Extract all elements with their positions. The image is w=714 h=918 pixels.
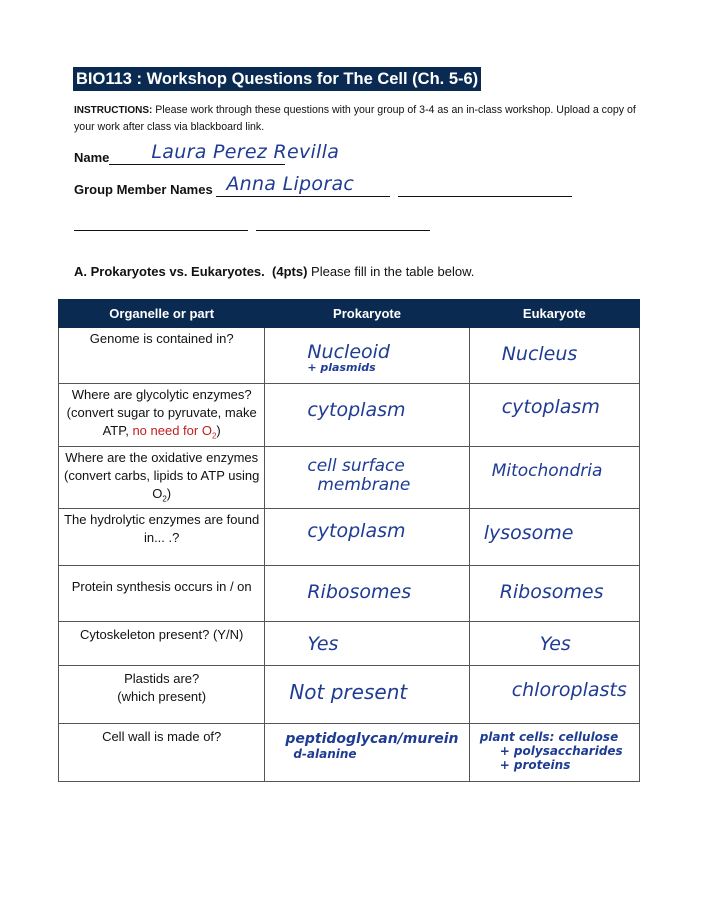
prokaryote-answer-cell [265, 328, 469, 384]
table-row [59, 384, 640, 447]
row-question: Cell wall is made of? [102, 729, 222, 745]
header-eukaryote: Eukaryote [469, 300, 639, 328]
instructions-text: Please work through these questions with your group of 3-4 as an in-class workshop. Upload a copy of your work after class via blackboard link. [74, 104, 636, 133]
answer-handwriting: Ribosomes [307, 581, 412, 604]
answer-handwriting: lysosome [483, 522, 574, 545]
name-label: Name [74, 150, 110, 165]
instructions-label: INSTRUCTIONS: [74, 105, 153, 116]
answer-handwriting: cytoplasm [307, 399, 406, 421]
group-member-line-1 [216, 173, 390, 197]
table-row [59, 328, 640, 384]
row-question: Where are glycolytic enzymes? (convert sugar to pyruvate, make ATP, no need for $O_2$) [66, 387, 257, 441]
table-row [59, 566, 640, 622]
section-a-heading: A. Prokaryotes vs. Eukaryotes. (4pts) Please fill in the table below. [74, 264, 475, 279]
answer-handwriting: cytoplasm [501, 396, 600, 418]
group-member-line-2 [398, 178, 572, 197]
answer-handwriting: plant cells: cellulose + polysaccharides + proteins [479, 730, 623, 773]
eukaryote-answer-cell [469, 328, 639, 384]
group-members-field [74, 173, 572, 200]
section-text: Please fill in the table below. [311, 264, 475, 279]
answer-handwriting: chloroplasts [511, 679, 627, 702]
answer-handwriting: cytoplasm [307, 520, 406, 543]
group-member-lines-row2 [74, 213, 430, 231]
row-question: The hydrolytic enzymes are found in... .? [64, 512, 260, 546]
answer-handwriting: Yes [539, 633, 571, 656]
answer-handwriting: peptidoglycan/murein d-alanine [285, 731, 459, 762]
row-question: Where are the oxidative enzymes (convert carbs, lipids to ATP using $O_2$) [64, 449, 260, 504]
answer-handwriting: Mitochondria [491, 460, 603, 481]
header-organelle: Organelle or part [59, 300, 265, 328]
section-heading: A. Prokaryotes vs. Eukaryotes [74, 264, 262, 279]
answer-handwriting: Ribosomes [499, 581, 604, 604]
table-row [59, 446, 640, 509]
table-row [59, 622, 640, 666]
table-row [59, 509, 640, 566]
group-label: Group Member Names [74, 182, 213, 197]
instructions [74, 102, 654, 135]
group-member-line-4 [256, 213, 430, 231]
worksheet-title: BIO113 : Workshop Questions for The Cell (Ch. 5-6) [73, 67, 481, 91]
answer-handwriting: Yes [307, 633, 339, 656]
answer-handwriting: Not present [289, 680, 408, 705]
prokaryote-eukaryote-table [58, 299, 640, 782]
student-name-handwriting: Laura Perez Revilla [151, 141, 340, 163]
table-row [59, 724, 640, 782]
name-underline [109, 141, 340, 165]
row-question: Cytoskeleton present? (Y/N) [80, 627, 244, 643]
header-prokaryote: Prokaryote [265, 300, 469, 328]
row-question: Plastids are? (which present) [117, 671, 207, 705]
row-question: Protein synthesis occurs in / on [71, 579, 252, 595]
answer-handwriting: Nucleoid + plasmids [307, 341, 390, 374]
name-field [74, 141, 340, 168]
section-points: (4pts) [272, 264, 308, 279]
table-header-row [59, 300, 640, 328]
table-row [59, 666, 640, 724]
answer-handwriting: cell surface membrane [307, 455, 411, 495]
group-member-handwriting-1: Anna Liporac [226, 173, 355, 195]
answer-handwriting: Nucleus [501, 343, 578, 365]
group-member-line-3 [74, 213, 248, 231]
row-question: Genome is contained in? [89, 331, 234, 346]
